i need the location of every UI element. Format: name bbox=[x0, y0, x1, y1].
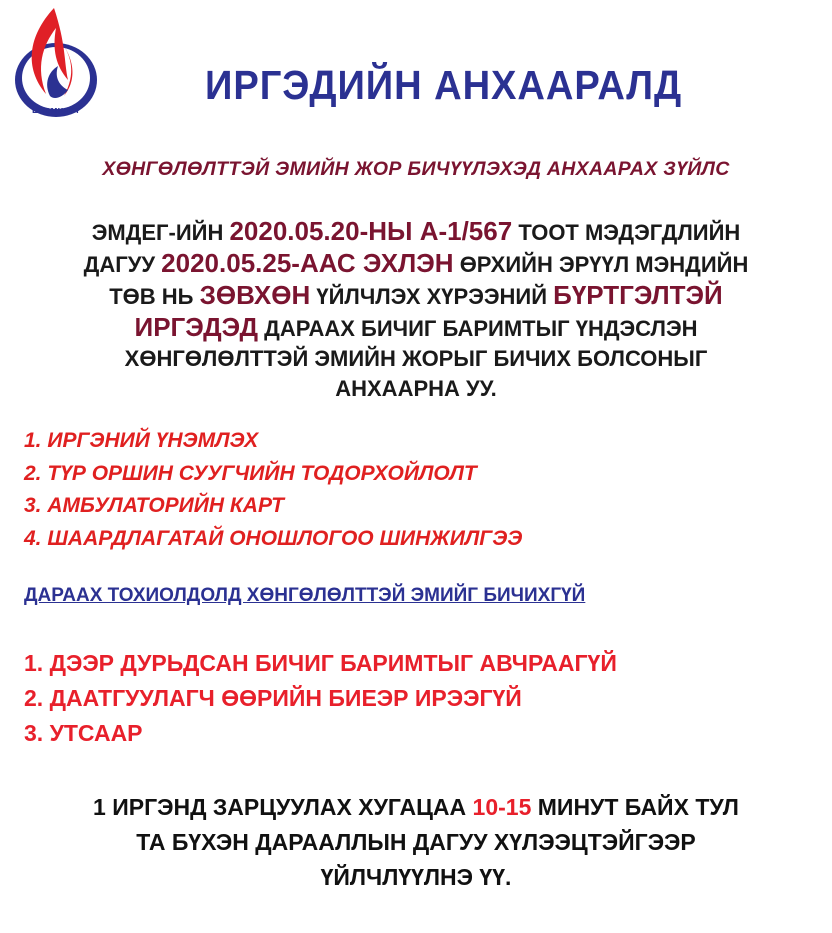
list-item: 1. ИРГЭНИЙ ҮНЭМЛЭХ bbox=[24, 429, 259, 452]
page-title: ИРГЭДИЙН АНХААРАЛД bbox=[205, 62, 683, 108]
list-item: 2. ТҮР ОРШИН СУУГЧИЙН ТОДОРХОЙЛОЛТ bbox=[24, 461, 477, 485]
flame-logo-icon bbox=[6, 0, 100, 118]
subtitle: ХӨНГӨЛӨЛТТЭЙ ЭМИЙН ЖОР БИЧҮҮЛЭХЭД АНХААРАХ ЗҮЙЛС bbox=[102, 158, 730, 180]
footer-line-2: ТА БҮХЭН ДАРААЛЛЫН ДАГУУ ХҮЛЭЭЦТЭЙГЭЭР bbox=[136, 829, 696, 855]
logo bbox=[6, 0, 100, 118]
notice-line-4: ИРГЭДЭД ДАРААХ БИЧИГ БАРИМТЫГ ҮНДЭСЛЭН bbox=[134, 312, 698, 342]
notice-line-1: ЭМДЕГ-ИЙН 2020.05.20-НЫ А-1/567 ТООТ МЭДЭГДЛИЙН bbox=[91, 216, 741, 246]
footer-line-3: ҮЙЛЧЛҮҮЛНЭ ҮҮ. bbox=[320, 864, 512, 890]
list-item: 4. ШААРДЛАГАТАЙ ОНОШЛОГОО ШИНЖИЛГЭЭ bbox=[24, 526, 523, 550]
refusal-heading: ДАРААХ ТОХИОЛДОЛД ХӨНГӨЛӨЛТТЭЙ ЭМИЙГ БИЧИХГҮЙ bbox=[24, 585, 586, 606]
list-item: 2. ДААТГУУЛАГЧ ӨӨРИЙН БИЕЭР ИРЭЭГҮЙ bbox=[24, 685, 522, 711]
notice-line-2: ДАГУУ 2020.05.25-ААС ЭХЛЭН ӨРХИЙН ЭРҮҮЛ МЭНДИЙН bbox=[83, 248, 749, 278]
required-documents-list bbox=[24, 425, 522, 555]
refusal-cases-list bbox=[24, 646, 617, 751]
logo-text: ШТЭМЦЛҮҮ bbox=[32, 107, 80, 115]
notice-line-3: ТӨВ НЬ ЗӨВХӨН ҮЙЛЧЛЭХ ХҮРЭЭНИЙ БҮРТГЭЛТЭЙ bbox=[109, 280, 723, 310]
notice-line-5: ХӨНГӨЛӨЛТТЭЙ ЭМИЙН ЖОРЫГ БИЧИХ БОЛСОНЫГ bbox=[124, 346, 708, 371]
footer-notice bbox=[0, 790, 832, 895]
notice-paragraph bbox=[30, 216, 802, 404]
list-item: 3. АМБУЛАТОРИЙН КАРТ bbox=[24, 494, 284, 517]
list-item: 1. ДЭЭР ДУРЬДСАН БИЧИГ БАРИМТЫГ АВЧРААГҮЙ bbox=[24, 650, 617, 676]
footer-line-1: 1 ИРГЭНД ЗАРЦУУЛАХ ХУГАЦАА 10-15 МИНУТ БАЙХ ТУЛ bbox=[93, 794, 739, 820]
notice-line-6: АНХААРНА УУ. bbox=[335, 376, 497, 401]
list-item: 3. УТСААР bbox=[24, 720, 143, 746]
